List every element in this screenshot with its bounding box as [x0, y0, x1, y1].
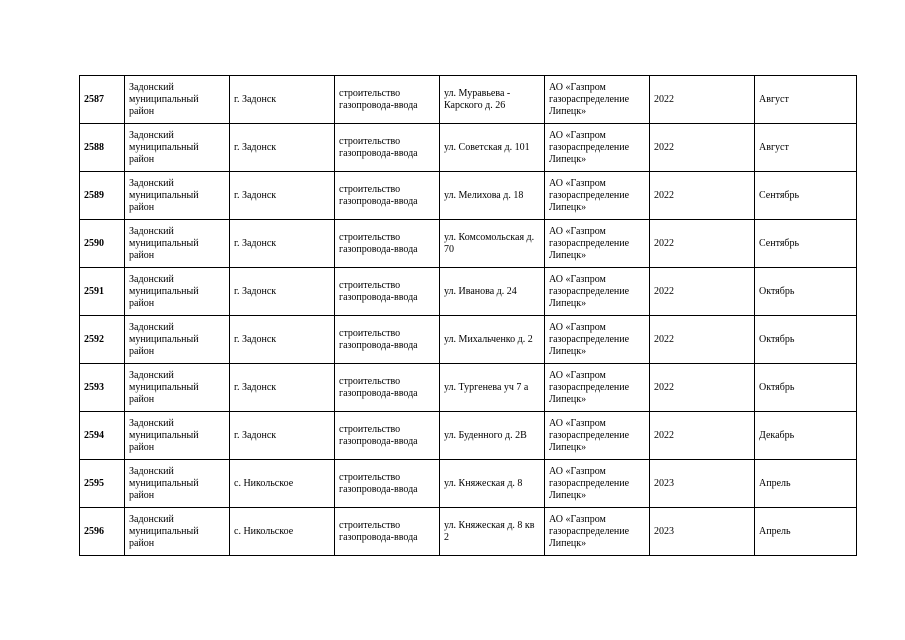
- year-cell: 2022: [650, 220, 755, 268]
- district-cell: Задонский муниципальный район: [125, 316, 230, 364]
- row-number: 2594: [80, 412, 125, 460]
- organization-cell: АО «Газпром газораспределение Липецк»: [545, 316, 650, 364]
- work-type-cell: строительство газопровода-ввода: [335, 460, 440, 508]
- address-cell: ул. Тургенева уч 7 а: [440, 364, 545, 412]
- table-row: [80, 172, 857, 220]
- address-cell: ул. Мелихова д. 18: [440, 172, 545, 220]
- table-row: [80, 364, 857, 412]
- locality-cell: г. Задонск: [230, 124, 335, 172]
- work-type-cell: строительство газопровода-ввода: [335, 172, 440, 220]
- year-cell: 2023: [650, 460, 755, 508]
- organization-cell: АО «Газпром газораспределение Липецк»: [545, 220, 650, 268]
- organization-cell: АО «Газпром газораспределение Липецк»: [545, 76, 650, 124]
- address-cell: ул. Княжеская д. 8: [440, 460, 545, 508]
- month-cell: Август: [755, 76, 857, 124]
- month-cell: Декабрь: [755, 412, 857, 460]
- table-row: [80, 412, 857, 460]
- gasification-table: [79, 75, 857, 556]
- row-number: 2593: [80, 364, 125, 412]
- table-row: [80, 220, 857, 268]
- row-number: 2588: [80, 124, 125, 172]
- month-cell: Август: [755, 124, 857, 172]
- table-body: [80, 76, 857, 556]
- locality-cell: г. Задонск: [230, 172, 335, 220]
- month-cell: Апрель: [755, 460, 857, 508]
- organization-cell: АО «Газпром газораспределение Липецк»: [545, 460, 650, 508]
- locality-cell: г. Задонск: [230, 268, 335, 316]
- table-row: [80, 460, 857, 508]
- district-cell: Задонский муниципальный район: [125, 124, 230, 172]
- work-type-cell: строительство газопровода-ввода: [335, 220, 440, 268]
- year-cell: 2022: [650, 364, 755, 412]
- address-cell: ул. Комсомольская д. 70: [440, 220, 545, 268]
- table-row: [80, 268, 857, 316]
- table-row: [80, 76, 857, 124]
- locality-cell: г. Задонск: [230, 76, 335, 124]
- district-cell: Задонский муниципальный район: [125, 268, 230, 316]
- row-number: 2595: [80, 460, 125, 508]
- month-cell: Октябрь: [755, 364, 857, 412]
- month-cell: Сентябрь: [755, 172, 857, 220]
- organization-cell: АО «Газпром газораспределение Липецк»: [545, 124, 650, 172]
- district-cell: Задонский муниципальный район: [125, 172, 230, 220]
- district-cell: Задонский муниципальный район: [125, 412, 230, 460]
- district-cell: Задонский муниципальный район: [125, 76, 230, 124]
- year-cell: 2022: [650, 268, 755, 316]
- district-cell: Задонский муниципальный район: [125, 364, 230, 412]
- month-cell: Октябрь: [755, 268, 857, 316]
- year-cell: 2022: [650, 172, 755, 220]
- organization-cell: АО «Газпром газораспределение Липецк»: [545, 508, 650, 556]
- locality-cell: г. Задонск: [230, 412, 335, 460]
- table-row: [80, 508, 857, 556]
- table-row: [80, 316, 857, 364]
- address-cell: ул. Михальченко д. 2: [440, 316, 545, 364]
- row-number: 2596: [80, 508, 125, 556]
- month-cell: Апрель: [755, 508, 857, 556]
- organization-cell: АО «Газпром газораспределение Липецк»: [545, 364, 650, 412]
- row-number: 2587: [80, 76, 125, 124]
- row-number: 2591: [80, 268, 125, 316]
- table-row: [80, 124, 857, 172]
- year-cell: 2022: [650, 316, 755, 364]
- work-type-cell: строительство газопровода-ввода: [335, 268, 440, 316]
- locality-cell: с. Никольское: [230, 508, 335, 556]
- address-cell: ул. Буденного д. 2В: [440, 412, 545, 460]
- locality-cell: с. Никольское: [230, 460, 335, 508]
- locality-cell: г. Задонск: [230, 316, 335, 364]
- year-cell: 2022: [650, 412, 755, 460]
- address-cell: ул. Иванова д. 24: [440, 268, 545, 316]
- year-cell: 2023: [650, 508, 755, 556]
- work-type-cell: строительство газопровода-ввода: [335, 124, 440, 172]
- row-number: 2592: [80, 316, 125, 364]
- organization-cell: АО «Газпром газораспределение Липецк»: [545, 268, 650, 316]
- organization-cell: АО «Газпром газораспределение Липецк»: [545, 412, 650, 460]
- year-cell: 2022: [650, 76, 755, 124]
- district-cell: Задонский муниципальный район: [125, 460, 230, 508]
- address-cell: ул. Советская д. 101: [440, 124, 545, 172]
- address-cell: ул. Княжеская д. 8 кв 2: [440, 508, 545, 556]
- work-type-cell: строительство газопровода-ввода: [335, 364, 440, 412]
- month-cell: Сентябрь: [755, 220, 857, 268]
- row-number: 2589: [80, 172, 125, 220]
- district-cell: Задонский муниципальный район: [125, 220, 230, 268]
- organization-cell: АО «Газпром газораспределение Липецк»: [545, 172, 650, 220]
- work-type-cell: строительство газопровода-ввода: [335, 76, 440, 124]
- district-cell: Задонский муниципальный район: [125, 508, 230, 556]
- locality-cell: г. Задонск: [230, 220, 335, 268]
- year-cell: 2022: [650, 124, 755, 172]
- month-cell: Октябрь: [755, 316, 857, 364]
- locality-cell: г. Задонск: [230, 364, 335, 412]
- work-type-cell: строительство газопровода-ввода: [335, 316, 440, 364]
- work-type-cell: строительство газопровода-ввода: [335, 508, 440, 556]
- work-type-cell: строительство газопровода-ввода: [335, 412, 440, 460]
- address-cell: ул. Муравьева - Карского д. 26: [440, 76, 545, 124]
- row-number: 2590: [80, 220, 125, 268]
